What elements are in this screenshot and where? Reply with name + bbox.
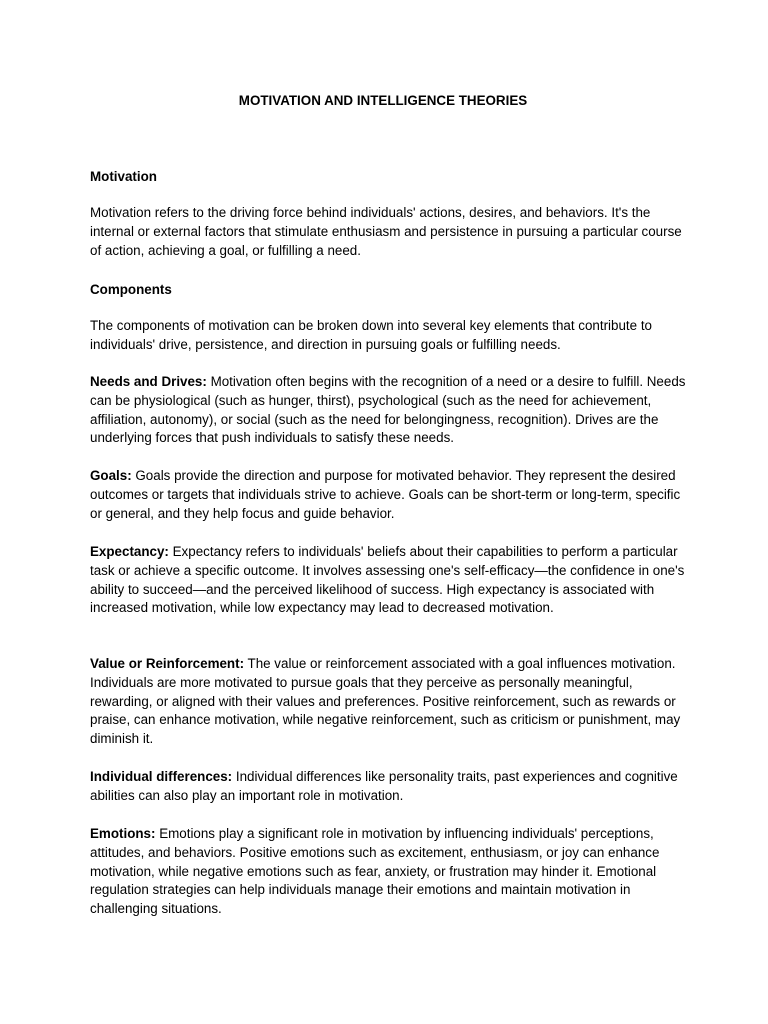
emotions-term: Emotions:	[90, 826, 156, 841]
value-reinforcement-text: The value or reinforcement associated with a goal influences motivation. Individuals are more motivated to pursue goals that they perceive as personally meaningful, rewarding, or aligned with their values and preferences. Positive reinforcement, such as rewards or praise, can enhance motivation, while negative reinforcement, such as criticism or punishment, may diminish it.	[90, 656, 681, 747]
value-reinforcement-paragraph	[90, 655, 690, 749]
motivation-paragraph: Motivation refers to the driving force behind individuals' actions, desires, and behaviors. It's the internal or external factors that stimulate enthusiasm and persistence in pursuing a particular course of action, achieving a goal, or fulfilling a need.	[90, 205, 682, 258]
needs-and-drives-term: Needs and Drives:	[90, 374, 207, 389]
individual-differences-term: Individual differences:	[90, 769, 233, 784]
goals-paragraph	[90, 467, 690, 523]
individual-differences-text: Individual differences like personality traits, past experiences and cognitive abilities can also play an important role in motivation.	[90, 769, 678, 803]
needs-and-drives-paragraph	[90, 373, 690, 448]
expectancy-paragraph	[90, 543, 690, 618]
emotions-paragraph	[90, 825, 690, 919]
motivation-heading: Motivation	[90, 169, 157, 184]
components-paragraph: The components of motivation can be broken down into several key elements that contribute to individuals' drive, persistence, and direction in pursuing goals or fulfilling needs.	[90, 318, 652, 352]
expectancy-term: Expectancy:	[90, 544, 169, 559]
document-title: MOTIVATION AND INTELLIGENCE THEORIES	[238, 93, 528, 108]
goals-text: Goals provide the direction and purpose for motivated behavior. They represent the desired outcomes or targets that individuals strive to achieve. Goals can be short-term or long-term, specific or general, and they help focus and guide behavior.	[90, 468, 681, 521]
value-reinforcement-term: Value or Reinforcement:	[90, 656, 245, 671]
components-heading: Components	[90, 282, 172, 297]
needs-and-drives-text: Motivation often begins with the recognition of a need or a desire to fulfill. Needs can be physiological (such as hunger, thirst), psychological (such as the need for achievement, affiliation, autonomy), or social (such as the need for belongingness, recognition). Drives are the underlying forces that push individuals to satisfy these needs.	[90, 374, 686, 446]
expectancy-text: Expectancy refers to individuals' beliefs about their capabilities to perform a particular task or achieve a specific outcome. It involves assessing one's self-efficacy—the confidence in one's ability to succeed—and the perceived likelihood of success. High expectancy is associated with increased motivation, while low expectancy may lead to decreased motivation.	[90, 544, 685, 616]
individual-differences-paragraph	[90, 768, 690, 806]
goals-term: Goals:	[90, 468, 132, 483]
emotions-text: Emotions play a significant role in motivation by influencing individuals' perceptions, attitudes, and behaviors. Positive emotions such as excitement, enthusiasm, or joy can enhance motivation, while negative emotions such as fear, anxiety, or frustration may hinder it. Emotional regulation strategies can help individuals manage their emotions and maintain motivation in challenging situations.	[90, 826, 660, 917]
